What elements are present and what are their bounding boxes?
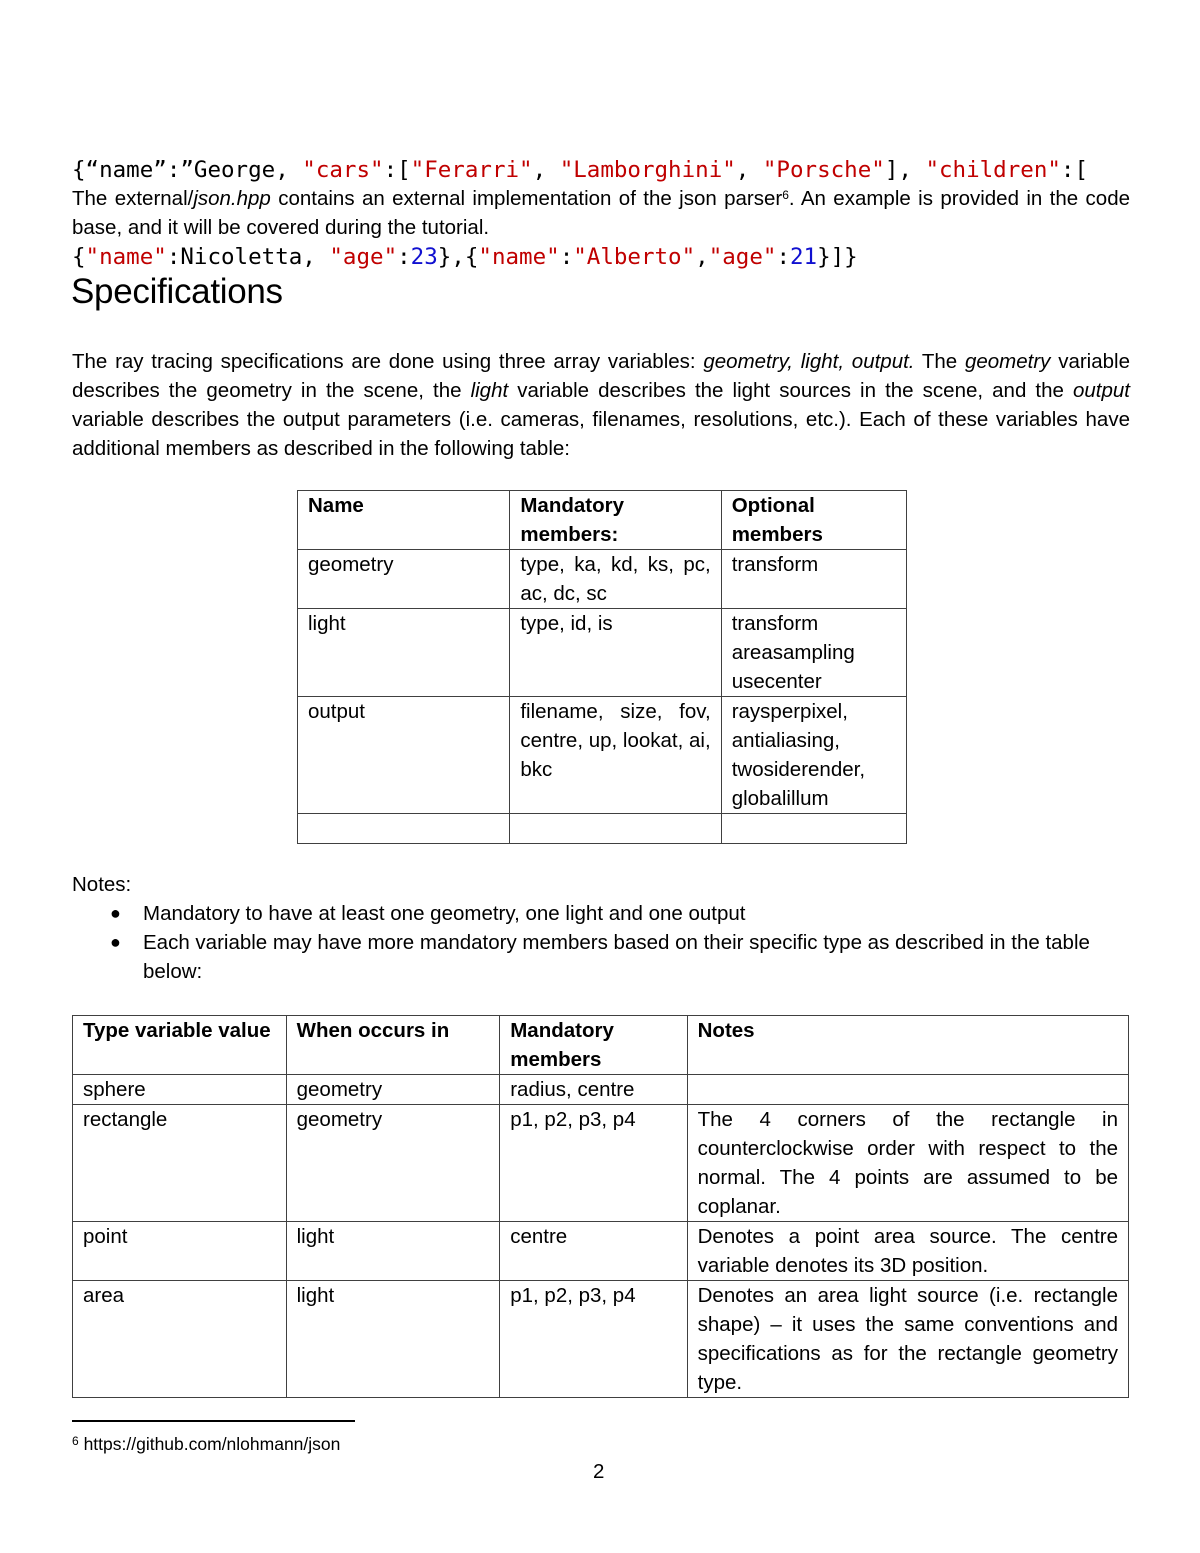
table-row bbox=[73, 1105, 1129, 1222]
cell-name: geometry bbox=[298, 550, 510, 609]
header-type: Type variable value bbox=[73, 1016, 287, 1075]
table-row bbox=[73, 1281, 1129, 1398]
cell-optional bbox=[721, 609, 906, 697]
code-token: { bbox=[72, 244, 86, 270]
code-token: , bbox=[532, 157, 560, 183]
footnote-reference[interactable]: 6 bbox=[782, 188, 789, 202]
footnote-link[interactable]: https://github.com/nlohmann/json bbox=[83, 1434, 341, 1454]
code-token: , bbox=[695, 244, 709, 270]
code-token: "Lamborghini" bbox=[559, 157, 736, 183]
types-table bbox=[72, 1015, 1129, 1398]
cell-notes: Denotes an area light source (i.e. rectangle shape) – it uses the same conventions and specifications as for the rectangle geometry type. bbox=[687, 1281, 1128, 1398]
cell-occurs: geometry bbox=[286, 1105, 500, 1222]
cell-mandatory: centre bbox=[500, 1222, 687, 1281]
footnote-number: 6 bbox=[72, 1434, 79, 1448]
cell-occurs: geometry bbox=[286, 1075, 500, 1105]
header-mandatory: Mandatory members: bbox=[510, 491, 721, 550]
code-token: ], bbox=[884, 157, 926, 183]
cell-optional bbox=[721, 814, 906, 844]
text-run: The ray tracing specifications are done using three array variables: bbox=[72, 350, 704, 373]
code-token: "Porsche" bbox=[762, 157, 885, 183]
optional-member: globalillum bbox=[731, 787, 829, 810]
header-notes: Notes bbox=[687, 1016, 1128, 1075]
footnote bbox=[72, 1432, 340, 1456]
cell-mandatory bbox=[510, 814, 721, 844]
header-optional: Optional members bbox=[721, 491, 906, 550]
text-run: variable describes the light sources in the scene, and the bbox=[508, 379, 1073, 402]
cell-optional bbox=[721, 550, 906, 609]
table-row bbox=[73, 1222, 1129, 1281]
optional-member: twosiderender, bbox=[731, 758, 866, 781]
footnote-separator bbox=[72, 1420, 355, 1422]
header-mandatory: Mandatory members bbox=[500, 1016, 687, 1075]
table-row bbox=[298, 697, 907, 814]
code-token: "name" bbox=[85, 244, 167, 270]
table-header-row bbox=[73, 1016, 1129, 1075]
spec-paragraph bbox=[72, 347, 1130, 463]
cell-mandatory: radius, centre bbox=[500, 1075, 687, 1105]
code-token: "Ferarri" bbox=[410, 157, 533, 183]
table-row bbox=[73, 1075, 1129, 1105]
code-token: , bbox=[735, 157, 763, 183]
bullet-icon: ● bbox=[110, 932, 121, 952]
notes-label: Notes: bbox=[72, 873, 132, 896]
cell-mandatory: filename, size, fov, centre, up, lookat, ai, bkc bbox=[510, 697, 721, 814]
list-item bbox=[72, 928, 1130, 986]
code-token: :[ bbox=[1060, 157, 1089, 183]
cell-mandatory: type, id, is bbox=[510, 609, 721, 697]
cell-occurs: light bbox=[286, 1281, 500, 1398]
header-occurs: When occurs in bbox=[286, 1016, 500, 1075]
optional-member: antialiasing, bbox=[731, 729, 840, 752]
text-run: The external/ bbox=[72, 187, 194, 210]
page-number: 2 bbox=[593, 1460, 605, 1483]
code-token: : bbox=[559, 244, 574, 270]
cell-optional bbox=[721, 697, 906, 814]
code-token: 23 bbox=[410, 244, 438, 270]
optional-member: areasampling bbox=[731, 641, 855, 664]
notes-list bbox=[72, 899, 1130, 986]
text-italic: geometry, light, output. bbox=[703, 350, 915, 373]
list-item-text: Each variable may have more mandatory members based on their specific type as described in the table below: bbox=[143, 931, 1090, 983]
text-italic: output bbox=[1073, 379, 1130, 402]
optional-member: transform bbox=[731, 553, 819, 576]
cell-type: rectangle bbox=[73, 1105, 287, 1222]
code-line-1 bbox=[72, 156, 1088, 185]
cell-name bbox=[298, 814, 510, 844]
code-token: "children" bbox=[925, 157, 1061, 183]
optional-member: transform bbox=[731, 612, 819, 635]
code-token: "Alberto" bbox=[573, 244, 696, 270]
text-run: . An example is provided in the code base, and it will be covered during the tutorial. bbox=[72, 187, 1130, 239]
table-header-row bbox=[298, 491, 907, 550]
table-row-empty bbox=[298, 814, 907, 844]
code-token: },{ bbox=[437, 244, 479, 270]
filename-italic: json.hpp bbox=[193, 187, 271, 210]
list-item bbox=[72, 899, 1130, 928]
cell-name: light bbox=[298, 609, 510, 697]
code-token: 21 bbox=[789, 244, 818, 270]
table-row bbox=[298, 609, 907, 697]
code-token: "age" bbox=[329, 244, 398, 270]
bullet-icon: ● bbox=[110, 903, 121, 923]
cell-mandatory: type, ka, kd, ks, pc, ac, dc, sc bbox=[510, 550, 721, 609]
cell-type: sphere bbox=[73, 1075, 287, 1105]
code-token: "cars" bbox=[302, 157, 384, 183]
table-row bbox=[298, 550, 907, 609]
cell-notes: The 4 corners of the rectangle in counterclockwise order with respect to the normal. The 4 points are assumed to be coplanar. bbox=[687, 1105, 1128, 1222]
text-run: variable describes the output parameters (i.e. cameras, filenames, resolutions, etc.). Each of these variables have additional members as described in the following table: bbox=[72, 408, 1130, 460]
section-heading: Specifications bbox=[71, 272, 283, 311]
code-token: :Nicoletta, bbox=[166, 244, 330, 270]
intro-paragraph bbox=[72, 184, 1130, 242]
code-token: "age" bbox=[708, 244, 777, 270]
code-token: }]} bbox=[817, 244, 858, 270]
list-item-text: Mandatory to have at least one geometry, one light and one output bbox=[143, 902, 746, 925]
cell-mandatory: p1, p2, p3, p4 bbox=[500, 1105, 687, 1222]
cell-mandatory: p1, p2, p3, p4 bbox=[500, 1281, 687, 1398]
header-name: Name bbox=[298, 491, 510, 550]
text-italic: light bbox=[470, 379, 509, 402]
code-token: : bbox=[397, 244, 411, 270]
cell-type: point bbox=[73, 1222, 287, 1281]
cell-occurs: light bbox=[286, 1222, 500, 1281]
cell-name: output bbox=[298, 697, 510, 814]
text-run: The bbox=[914, 350, 965, 373]
variables-table bbox=[297, 490, 907, 844]
cell-notes bbox=[687, 1075, 1128, 1105]
cell-notes: Denotes a point area source. The centre variable denotes its 3D position. bbox=[687, 1222, 1128, 1281]
optional-member: raysperpixel, bbox=[731, 700, 848, 723]
text-run: contains an external implementation of the json parser bbox=[270, 187, 783, 210]
code-token: "name" bbox=[478, 244, 560, 270]
text-italic: geometry bbox=[964, 350, 1051, 373]
optional-member: usecenter bbox=[731, 670, 822, 693]
cell-type: area bbox=[73, 1281, 287, 1398]
code-token: :[ bbox=[383, 157, 411, 183]
code-token: {“name”:”George, bbox=[72, 157, 303, 183]
code-line-2 bbox=[72, 243, 1088, 272]
code-token: : bbox=[776, 244, 790, 270]
text-run: variable describes the geometry in the scene, the bbox=[72, 350, 1130, 402]
